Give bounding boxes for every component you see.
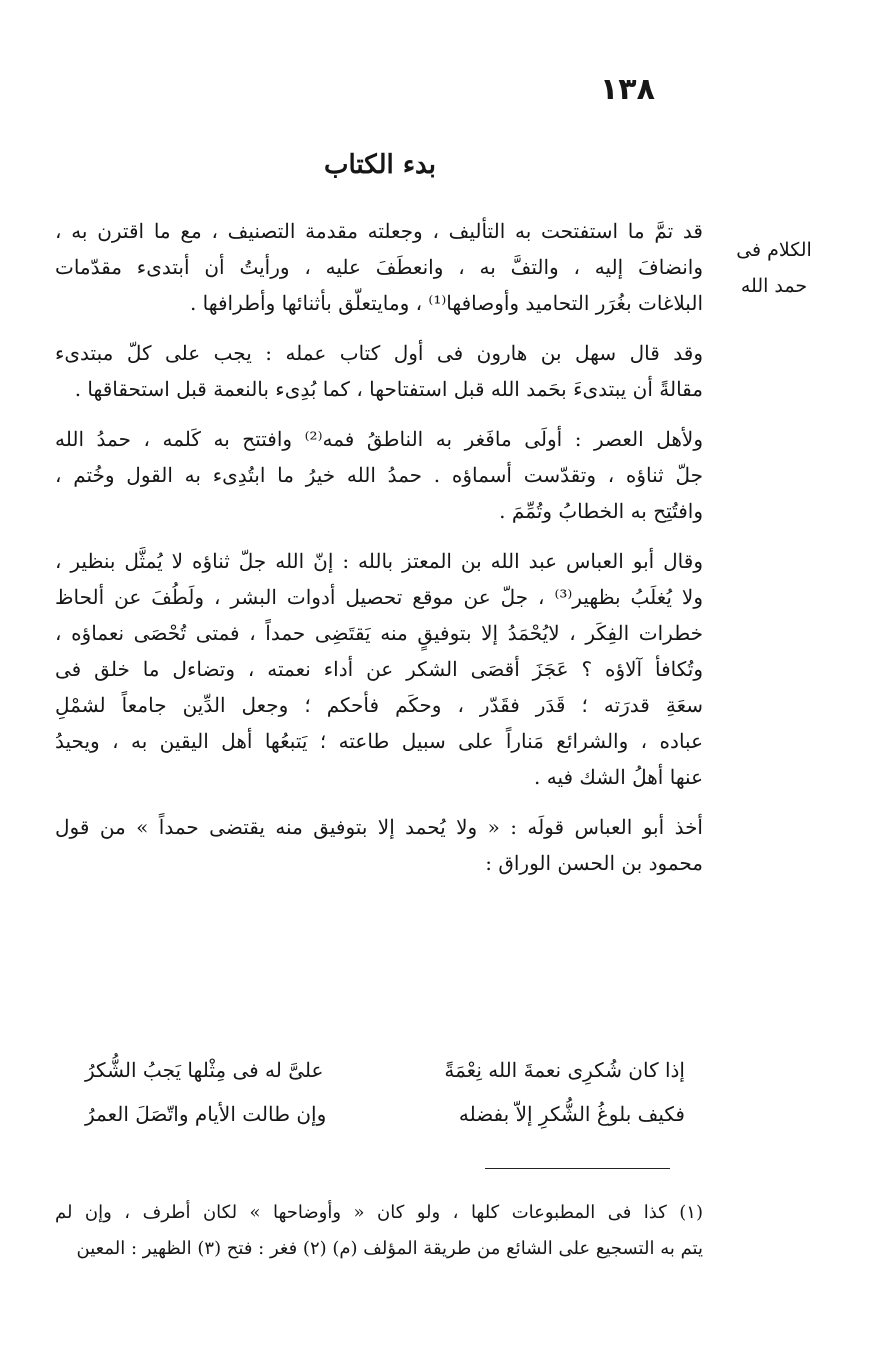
- text-line: وانضافَ إليه ، والتفَّ به ، وانعطَفَ عليه ، ورأيتُ أن أبتدىء مقدّمات: [55, 255, 703, 279]
- page-number: ١٣٨: [600, 72, 655, 107]
- paragraph: [55, 335, 703, 407]
- footnotes: [55, 1195, 703, 1267]
- footnote-separator: [485, 1168, 670, 1169]
- text-line: محمود بن الحسن الوراق :: [485, 851, 703, 875]
- text-line: البلاغات بغُرَر التحاميد وأوصافها⁽¹⁾ ، ومايتعلّق بأثنائها وأطرافها .: [189, 291, 703, 315]
- paragraph: [55, 213, 703, 321]
- text-line: عباده ، والشرائع مَناراً على سبيل طاعته ؛ يَتبعُها أهل اليقين به ، ويحيدُ: [55, 729, 703, 753]
- body-text: [55, 213, 703, 881]
- text-line: وقال أبو العباس عبد الله بن المعتز بالله : إنّ الله جلّ ثناؤه لا يُمثَّل بنظير ،: [55, 549, 703, 573]
- text-line: وتُكافأ آلاؤه ؟ عَجَزَ أقصَى الشكر عن أداء نعمته ، وتضاءل ما خلق فى: [55, 657, 703, 681]
- verse-first-hemistich: فكيف بلوغُ الشُّكرِ إلاّ بفضله: [458, 1102, 685, 1126]
- poem: [85, 1048, 685, 1136]
- margin-note-line: حمد الله: [740, 275, 808, 297]
- footnote-line: يتم به التسجيع على الشائع من طريقة المؤلف (م) (٢) فغر : فتح (٣) الظهير : المعين: [76, 1238, 703, 1259]
- verse-line: [85, 1092, 685, 1136]
- text-line: ولأهل العصر : أولَى مافَغر به الناطقُ فمه⁽²⁾ وافتتح به كَلمه ، حمدُ الله: [55, 427, 703, 451]
- footnote-line: (١) كذا فى المطبوعات كلها ، ولو كان « وأوضاحها » لكان أطرف ، وإن لم: [55, 1202, 703, 1223]
- text-line: جلّ ثناؤه ، وتقدّست أسماؤه . حمدُ الله خيرُ ما ابتُدِىء به القول وخُتم ،: [55, 463, 703, 487]
- verse-line: [85, 1048, 685, 1092]
- text-line: وافتُتِح به الخطابُ وتُمِّمَ .: [499, 499, 703, 523]
- text-line: قد تمَّ ما استفتحت به التأليف ، وجعلته مقدمة التصنيف ، مع ما اقترن به ،: [55, 219, 703, 243]
- text-line: مقالةً أن يبتدىءَ بحَمد الله قبل استفتاحها ، كما بُدِىء بالنعمة قبل استحقاقها .: [74, 377, 703, 401]
- chapter-title: بدء الكتاب: [324, 150, 436, 180]
- text-line: خطرات الفِكَر ، لايُحْمَدُ إلا بتوفيقٍ منه يَقتَضِى حمداً ، فمتى تُحْصَى نعماؤه ،: [55, 621, 703, 645]
- paragraph: [55, 421, 703, 529]
- verse-first-hemistich: إذا كان شُكرِى نعمةَ الله نِعْمَةً: [444, 1058, 685, 1082]
- text-line: وقد قال سهل بن هارون فى أول كتاب عمله : يجب على كلّ مبتدىء: [55, 341, 703, 365]
- margin-note: [728, 232, 820, 304]
- text-line: سعَةِ قدرَته ؛ قَدَر فقَدّر ، وحكَم فأحكم ؛ وجعل الدِّين جامعاً لشمْلِ: [55, 693, 703, 717]
- text-line: أخذ أبو العباس قولَه : « ولا يُحمد إلا بتوفيق منه يقتضى حمداً » من قول: [55, 815, 703, 839]
- verse-second-hemistich: وإن طالت الأيام واتّصَلَ العمرُ: [85, 1102, 327, 1126]
- text-line: عنها أهلُ الشك فيه .: [534, 765, 703, 789]
- verse-second-hemistich: علىَّ له فى مِثْلها يَجبُ الشُّكرُ: [85, 1058, 324, 1082]
- margin-note-line: الكلام فى: [736, 239, 812, 261]
- paragraph: [55, 809, 703, 881]
- paragraph: [55, 543, 703, 795]
- text-line: ولا يُغلَبُ بظهير⁽³⁾ ، جلّ عن موقع تحصيل أدوات البشر ، ولَطُفَ عن ألحاظ: [55, 585, 703, 609]
